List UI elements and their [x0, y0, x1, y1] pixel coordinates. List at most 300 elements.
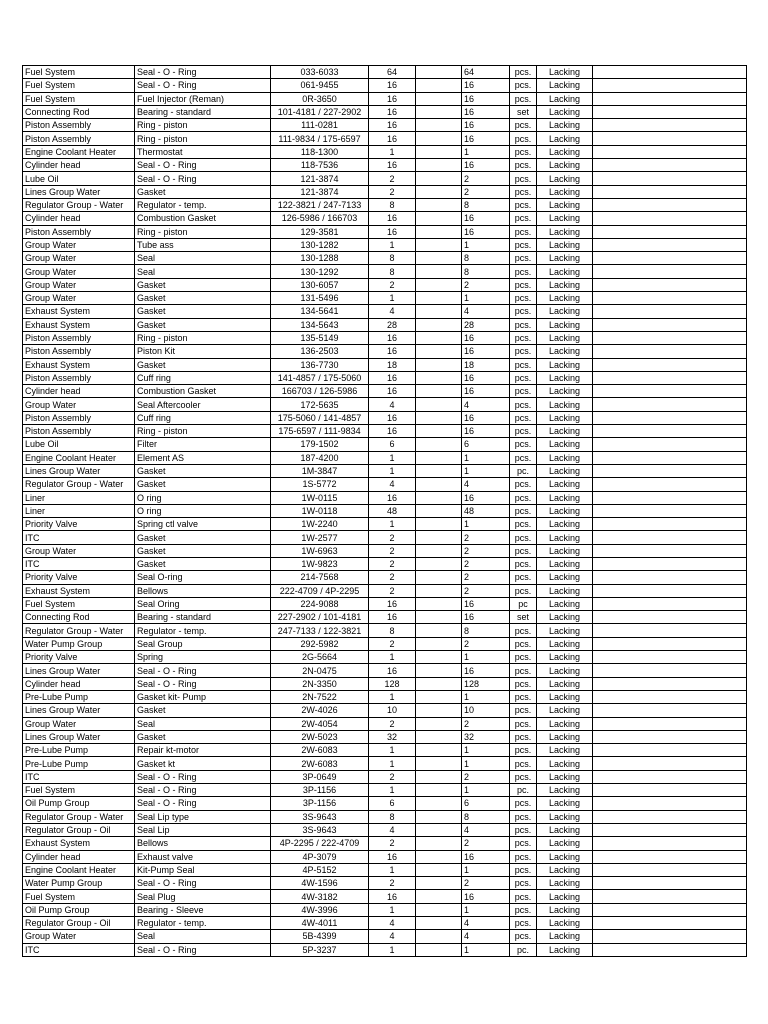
table-row — [23, 504, 747, 517]
table-row — [23, 172, 747, 185]
group-cell: Oil Pump Group — [23, 797, 135, 810]
part-number-cell: 227-2902 / 101-4181 — [271, 611, 369, 624]
qty-required-cell: 32 — [369, 730, 416, 743]
unit-cell: set — [510, 105, 537, 118]
part-number-cell: 3P-0649 — [271, 770, 369, 783]
empty-cell — [593, 345, 747, 358]
empty-cell — [593, 757, 747, 770]
part-number-cell: 111-0281 — [271, 119, 369, 132]
empty-cell — [593, 132, 747, 145]
description-cell: Seal Lip — [135, 823, 271, 836]
description-cell: Gasket — [135, 544, 271, 557]
part-number-cell: 2N-7522 — [271, 690, 369, 703]
empty-cell — [416, 411, 462, 424]
status-cell: Lacking — [537, 451, 593, 464]
empty-cell — [593, 651, 747, 664]
description-cell: Seal - O - Ring — [135, 943, 271, 956]
empty-cell — [593, 704, 747, 717]
unit-cell: pcs. — [510, 159, 537, 172]
description-cell: Thermostat — [135, 145, 271, 158]
empty-cell — [593, 597, 747, 610]
table-row — [23, 744, 747, 757]
unit-cell: pcs. — [510, 66, 537, 79]
empty-cell — [593, 557, 747, 570]
qty-required-cell: 8 — [369, 810, 416, 823]
part-number-cell: 1M-3847 — [271, 464, 369, 477]
empty-cell — [593, 544, 747, 557]
table-row — [23, 225, 747, 238]
unit-cell: pcs. — [510, 451, 537, 464]
description-cell: Seal O-ring — [135, 571, 271, 584]
qty-required-cell: 1 — [369, 651, 416, 664]
table-row — [23, 212, 747, 225]
table-row — [23, 305, 747, 318]
group-cell: ITC — [23, 770, 135, 783]
qty-lacking-cell: 16 — [462, 597, 510, 610]
status-cell: Lacking — [537, 478, 593, 491]
qty-required-cell: 4 — [369, 398, 416, 411]
description-cell: Gasket — [135, 478, 271, 491]
empty-cell — [593, 385, 747, 398]
qty-lacking-cell: 2 — [462, 584, 510, 597]
qty-required-cell: 16 — [369, 345, 416, 358]
table-row — [23, 358, 747, 371]
empty-cell — [593, 252, 747, 265]
qty-lacking-cell: 1 — [462, 451, 510, 464]
empty-cell — [593, 225, 747, 238]
part-number-cell: 118-7536 — [271, 159, 369, 172]
empty-cell — [416, 105, 462, 118]
qty-required-cell: 2 — [369, 172, 416, 185]
description-cell: O ring — [135, 504, 271, 517]
part-number-cell: 033-6033 — [271, 66, 369, 79]
empty-cell — [416, 690, 462, 703]
qty-required-cell: 1 — [369, 903, 416, 916]
qty-required-cell: 2 — [369, 557, 416, 570]
empty-cell — [416, 930, 462, 943]
qty-required-cell: 1 — [369, 784, 416, 797]
description-cell: Spring — [135, 651, 271, 664]
part-number-cell: 129-3581 — [271, 225, 369, 238]
qty-lacking-cell: 2 — [462, 877, 510, 890]
status-cell: Lacking — [537, 464, 593, 477]
qty-lacking-cell: 8 — [462, 198, 510, 211]
part-number-cell: 136-2503 — [271, 345, 369, 358]
table-row — [23, 664, 747, 677]
empty-cell — [593, 837, 747, 850]
empty-cell — [416, 92, 462, 105]
table-row — [23, 677, 747, 690]
unit-cell: pcs. — [510, 704, 537, 717]
unit-cell: pcs. — [510, 292, 537, 305]
group-cell: Exhaust System — [23, 358, 135, 371]
qty-lacking-cell: 16 — [462, 491, 510, 504]
empty-cell — [416, 425, 462, 438]
group-cell: Piston Assembly — [23, 425, 135, 438]
group-cell: Priority Valve — [23, 571, 135, 584]
empty-cell — [416, 66, 462, 79]
qty-required-cell: 10 — [369, 704, 416, 717]
group-cell: Water Pump Group — [23, 637, 135, 650]
empty-cell — [593, 890, 747, 903]
part-number-cell: 1W-0118 — [271, 504, 369, 517]
empty-cell — [416, 863, 462, 876]
empty-cell — [593, 717, 747, 730]
qty-required-cell: 4 — [369, 917, 416, 930]
status-cell: Lacking — [537, 491, 593, 504]
empty-cell — [416, 571, 462, 584]
part-number-cell: 4W-4011 — [271, 917, 369, 930]
group-cell: Lube Oil — [23, 438, 135, 451]
empty-cell — [416, 385, 462, 398]
group-cell: Fuel System — [23, 66, 135, 79]
empty-cell — [593, 584, 747, 597]
part-number-cell: 214-7568 — [271, 571, 369, 584]
empty-cell — [416, 717, 462, 730]
empty-cell — [416, 478, 462, 491]
description-cell: Seal - O - Ring — [135, 784, 271, 797]
group-cell: Engine Coolant Heater — [23, 145, 135, 158]
qty-lacking-cell: 1 — [462, 651, 510, 664]
qty-required-cell: 6 — [369, 797, 416, 810]
empty-cell — [416, 265, 462, 278]
unit-cell: pcs. — [510, 903, 537, 916]
table-row — [23, 797, 747, 810]
status-cell: Lacking — [537, 611, 593, 624]
status-cell: Lacking — [537, 265, 593, 278]
table-row — [23, 877, 747, 890]
qty-lacking-cell: 16 — [462, 331, 510, 344]
part-number-cell: 130-1292 — [271, 265, 369, 278]
table-row — [23, 557, 747, 570]
empty-cell — [593, 770, 747, 783]
qty-lacking-cell: 28 — [462, 318, 510, 331]
unit-cell: pcs. — [510, 730, 537, 743]
status-cell: Lacking — [537, 917, 593, 930]
status-cell: Lacking — [537, 345, 593, 358]
part-number-cell: 101-4181 / 227-2902 — [271, 105, 369, 118]
qty-required-cell: 1 — [369, 464, 416, 477]
description-cell: Seal - O - Ring — [135, 770, 271, 783]
table-row — [23, 145, 747, 158]
table-row — [23, 105, 747, 118]
part-number-cell: 130-6057 — [271, 278, 369, 291]
table-row — [23, 345, 747, 358]
unit-cell: pcs. — [510, 92, 537, 105]
qty-required-cell: 48 — [369, 504, 416, 517]
qty-lacking-cell: 4 — [462, 917, 510, 930]
table-row — [23, 584, 747, 597]
qty-required-cell: 8 — [369, 252, 416, 265]
empty-cell — [593, 518, 747, 531]
unit-cell: pcs. — [510, 757, 537, 770]
empty-cell — [416, 730, 462, 743]
table-row — [23, 730, 747, 743]
parts-table — [22, 65, 747, 957]
qty-lacking-cell: 1 — [462, 943, 510, 956]
qty-required-cell: 16 — [369, 425, 416, 438]
qty-lacking-cell: 4 — [462, 823, 510, 836]
status-cell: Lacking — [537, 132, 593, 145]
group-cell: Group Water — [23, 544, 135, 557]
unit-cell: pc — [510, 597, 537, 610]
status-cell: Lacking — [537, 358, 593, 371]
table-row — [23, 79, 747, 92]
qty-required-cell: 16 — [369, 92, 416, 105]
unit-cell: pcs. — [510, 664, 537, 677]
qty-required-cell: 1 — [369, 145, 416, 158]
qty-required-cell: 2 — [369, 877, 416, 890]
empty-cell — [416, 544, 462, 557]
qty-required-cell: 64 — [369, 66, 416, 79]
empty-cell — [416, 890, 462, 903]
qty-lacking-cell: 32 — [462, 730, 510, 743]
empty-cell — [416, 677, 462, 690]
qty-lacking-cell: 6 — [462, 797, 510, 810]
unit-cell: pcs. — [510, 478, 537, 491]
part-number-cell: 130-1282 — [271, 238, 369, 251]
group-cell: Group Water — [23, 278, 135, 291]
qty-lacking-cell: 2 — [462, 571, 510, 584]
group-cell: Exhaust System — [23, 305, 135, 318]
qty-required-cell: 16 — [369, 331, 416, 344]
description-cell: Seal — [135, 717, 271, 730]
group-cell: Group Water — [23, 930, 135, 943]
empty-cell — [416, 797, 462, 810]
part-number-cell: 1W-0115 — [271, 491, 369, 504]
empty-cell — [416, 504, 462, 517]
unit-cell: pcs. — [510, 238, 537, 251]
empty-cell — [416, 903, 462, 916]
qty-lacking-cell: 1 — [462, 518, 510, 531]
qty-lacking-cell: 64 — [462, 66, 510, 79]
description-cell: Seal - O - Ring — [135, 797, 271, 810]
group-cell: Connecting Rod — [23, 611, 135, 624]
qty-lacking-cell: 16 — [462, 92, 510, 105]
empty-cell — [416, 770, 462, 783]
table-row — [23, 318, 747, 331]
unit-cell: pcs. — [510, 371, 537, 384]
empty-cell — [593, 637, 747, 650]
part-number-cell: 2W-6083 — [271, 757, 369, 770]
qty-lacking-cell: 1 — [462, 145, 510, 158]
empty-cell — [416, 318, 462, 331]
qty-lacking-cell: 4 — [462, 398, 510, 411]
qty-required-cell: 4 — [369, 930, 416, 943]
status-cell: Lacking — [537, 371, 593, 384]
empty-cell — [593, 690, 747, 703]
table-row — [23, 331, 747, 344]
qty-lacking-cell: 2 — [462, 637, 510, 650]
description-cell: Bellows — [135, 837, 271, 850]
part-number-cell: 111-9834 / 175-6597 — [271, 132, 369, 145]
description-cell: Ring - piston — [135, 119, 271, 132]
description-cell: Combustion Gasket — [135, 212, 271, 225]
empty-cell — [593, 677, 747, 690]
group-cell: Water Pump Group — [23, 877, 135, 890]
empty-cell — [416, 491, 462, 504]
empty-cell — [593, 185, 747, 198]
status-cell: Lacking — [537, 518, 593, 531]
unit-cell: pcs. — [510, 823, 537, 836]
empty-cell — [416, 331, 462, 344]
description-cell: Seal - O - Ring — [135, 159, 271, 172]
status-cell: Lacking — [537, 637, 593, 650]
status-cell: Lacking — [537, 438, 593, 451]
table-row — [23, 611, 747, 624]
status-cell: Lacking — [537, 252, 593, 265]
part-number-cell: 1W-2577 — [271, 531, 369, 544]
empty-cell — [416, 837, 462, 850]
part-number-cell: 4P-5152 — [271, 863, 369, 876]
part-number-cell: 2G-5664 — [271, 651, 369, 664]
group-cell: Fuel System — [23, 784, 135, 797]
group-cell: Liner — [23, 504, 135, 517]
unit-cell: pcs. — [510, 278, 537, 291]
qty-lacking-cell: 2 — [462, 172, 510, 185]
qty-lacking-cell: 16 — [462, 79, 510, 92]
unit-cell: pcs. — [510, 863, 537, 876]
empty-cell — [416, 651, 462, 664]
table-row — [23, 238, 747, 251]
table-row — [23, 704, 747, 717]
empty-cell — [593, 810, 747, 823]
group-cell: Piston Assembly — [23, 132, 135, 145]
qty-lacking-cell: 16 — [462, 105, 510, 118]
empty-cell — [593, 358, 747, 371]
empty-cell — [593, 504, 747, 517]
qty-lacking-cell: 1 — [462, 292, 510, 305]
unit-cell: pcs. — [510, 491, 537, 504]
status-cell: Lacking — [537, 597, 593, 610]
table-row — [23, 371, 747, 384]
description-cell: Seal - O - Ring — [135, 172, 271, 185]
empty-cell — [593, 611, 747, 624]
unit-cell: pcs. — [510, 651, 537, 664]
group-cell: Connecting Rod — [23, 105, 135, 118]
empty-cell — [593, 730, 747, 743]
group-cell: Lines Group Water — [23, 664, 135, 677]
status-cell: Lacking — [537, 863, 593, 876]
unit-cell: pcs. — [510, 438, 537, 451]
qty-required-cell: 6 — [369, 438, 416, 451]
status-cell: Lacking — [537, 677, 593, 690]
qty-lacking-cell: 1 — [462, 744, 510, 757]
part-number-cell: 3P-1156 — [271, 797, 369, 810]
empty-cell — [416, 371, 462, 384]
unit-cell: pcs. — [510, 385, 537, 398]
part-number-cell: 2W-6083 — [271, 744, 369, 757]
group-cell: ITC — [23, 531, 135, 544]
status-cell: Lacking — [537, 79, 593, 92]
group-cell: Lines Group Water — [23, 730, 135, 743]
description-cell: Ring - piston — [135, 132, 271, 145]
part-number-cell: 172-5635 — [271, 398, 369, 411]
unit-cell: pcs. — [510, 930, 537, 943]
part-number-cell: 1W-2240 — [271, 518, 369, 531]
part-number-cell: 4W-3182 — [271, 890, 369, 903]
empty-cell — [416, 172, 462, 185]
qty-lacking-cell: 16 — [462, 664, 510, 677]
table-row — [23, 438, 747, 451]
part-number-cell: 3P-1156 — [271, 784, 369, 797]
part-number-cell: 222-4709 / 4P-2295 — [271, 584, 369, 597]
description-cell: Cuff ring — [135, 371, 271, 384]
table-row — [23, 198, 747, 211]
group-cell: Regulator Group - Oil — [23, 917, 135, 930]
empty-cell — [416, 611, 462, 624]
empty-cell — [593, 278, 747, 291]
table-row — [23, 66, 747, 79]
description-cell: Seal — [135, 265, 271, 278]
group-cell: Engine Coolant Heater — [23, 451, 135, 464]
status-cell: Lacking — [537, 292, 593, 305]
table-row — [23, 278, 747, 291]
qty-lacking-cell: 2 — [462, 717, 510, 730]
unit-cell: pcs. — [510, 132, 537, 145]
qty-required-cell: 16 — [369, 491, 416, 504]
status-cell: Lacking — [537, 571, 593, 584]
status-cell: Lacking — [537, 504, 593, 517]
part-number-cell: 061-9455 — [271, 79, 369, 92]
description-cell: Kit-Pump Seal — [135, 863, 271, 876]
qty-required-cell: 16 — [369, 132, 416, 145]
qty-lacking-cell: 1 — [462, 757, 510, 770]
description-cell: Gasket — [135, 464, 271, 477]
empty-cell — [593, 478, 747, 491]
table-row — [23, 185, 747, 198]
empty-cell — [416, 704, 462, 717]
description-cell: Piston Kit — [135, 345, 271, 358]
empty-cell — [416, 597, 462, 610]
part-number-cell: 4P-3079 — [271, 850, 369, 863]
unit-cell: pcs. — [510, 797, 537, 810]
qty-lacking-cell: 8 — [462, 810, 510, 823]
qty-required-cell: 2 — [369, 531, 416, 544]
empty-cell — [416, 212, 462, 225]
table-row — [23, 917, 747, 930]
status-cell: Lacking — [537, 212, 593, 225]
empty-cell — [593, 145, 747, 158]
empty-cell — [416, 823, 462, 836]
description-cell: Gasket — [135, 305, 271, 318]
description-cell: Seal Plug — [135, 890, 271, 903]
description-cell: Seal Group — [135, 637, 271, 650]
table-row — [23, 810, 747, 823]
qty-required-cell: 1 — [369, 863, 416, 876]
empty-cell — [416, 305, 462, 318]
part-number-cell: 247-7133 / 122-3821 — [271, 624, 369, 637]
description-cell: Seal - O - Ring — [135, 877, 271, 890]
unit-cell: pcs. — [510, 917, 537, 930]
description-cell: Seal Lip type — [135, 810, 271, 823]
part-number-cell: 2N-3350 — [271, 677, 369, 690]
unit-cell: pcs. — [510, 557, 537, 570]
status-cell: Lacking — [537, 411, 593, 424]
empty-cell — [593, 664, 747, 677]
qty-required-cell: 2 — [369, 544, 416, 557]
group-cell: Lines Group Water — [23, 185, 135, 198]
qty-required-cell: 16 — [369, 119, 416, 132]
table-row — [23, 385, 747, 398]
parts-sheet — [22, 65, 747, 957]
empty-cell — [416, 132, 462, 145]
status-cell: Lacking — [537, 784, 593, 797]
qty-lacking-cell: 16 — [462, 371, 510, 384]
unit-cell: pcs. — [510, 810, 537, 823]
empty-cell — [593, 850, 747, 863]
part-number-cell: 126-5986 / 166703 — [271, 212, 369, 225]
